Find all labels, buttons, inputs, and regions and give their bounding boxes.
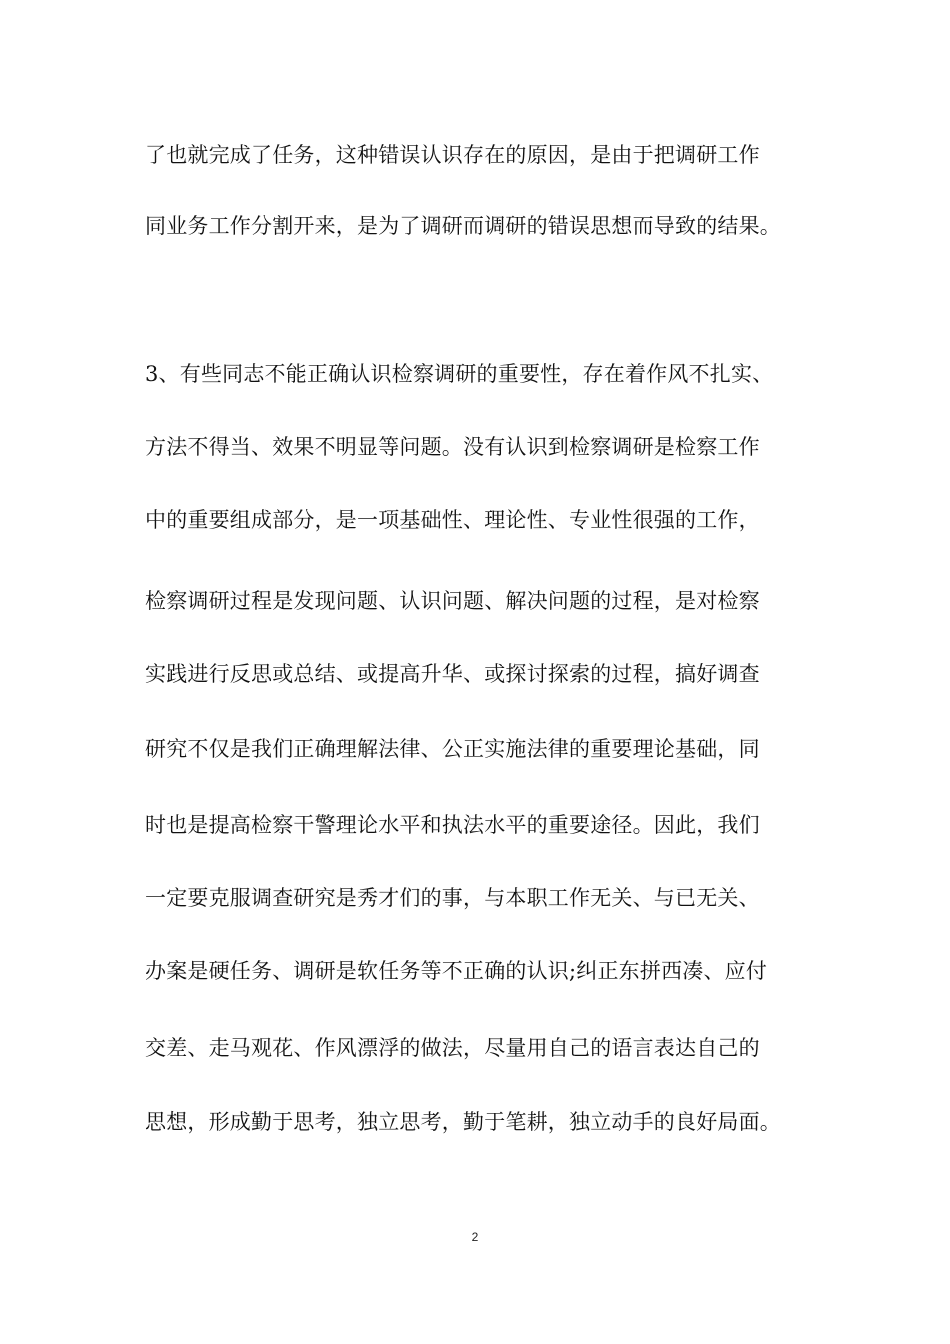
text-line: 了也就完成了任务，这种错误认识存在的原因，是由于把调研工作: [145, 143, 760, 167]
text-line: 实践进行反思或总结、或提高升华、或探讨探索的过程，搞好调查: [145, 662, 760, 686]
text-line: 一定要克服调查研究是秀才们的事，与本职工作无关、与已无关、: [145, 886, 760, 910]
text-line: 方法不得当、效果不明显等问题。没有认识到检察调研是检察工作: [145, 435, 760, 459]
text-line: 思想，形成勤于思考，独立思考，勤于笔耕，独立动手的良好局面。: [145, 1110, 781, 1134]
text-line: 检察调研过程是发现问题、认识问题、解决问题的过程，是对检察: [145, 589, 760, 613]
text-line: 同业务工作分割开来，是为了调研而调研的错误思想而导致的结果。: [145, 214, 781, 238]
text-line: 交差、走马观花、作风漂浮的做法，尽量用自己的语言表达自己的: [145, 1036, 760, 1060]
text-line: 3、有些同志不能正确认识检察调研的重要性，存在着作风不扎实、: [145, 362, 774, 386]
page-number: 2: [471, 1230, 479, 1244]
text-line: 时也是提高检察干警理论水平和执法水平的重要途径。因此，我们: [145, 813, 760, 837]
text-line: 研究不仅是我们正确理解法律、公正实施法律的重要理论基础，同: [145, 737, 760, 761]
text-line: 办案是硬任务、调研是软任务等不正确的认识;纠正东拼西凑、应付: [145, 959, 768, 983]
text-line: 中的重要组成部分，是一项基础性、理论性、专业性很强的工作，: [145, 508, 760, 532]
